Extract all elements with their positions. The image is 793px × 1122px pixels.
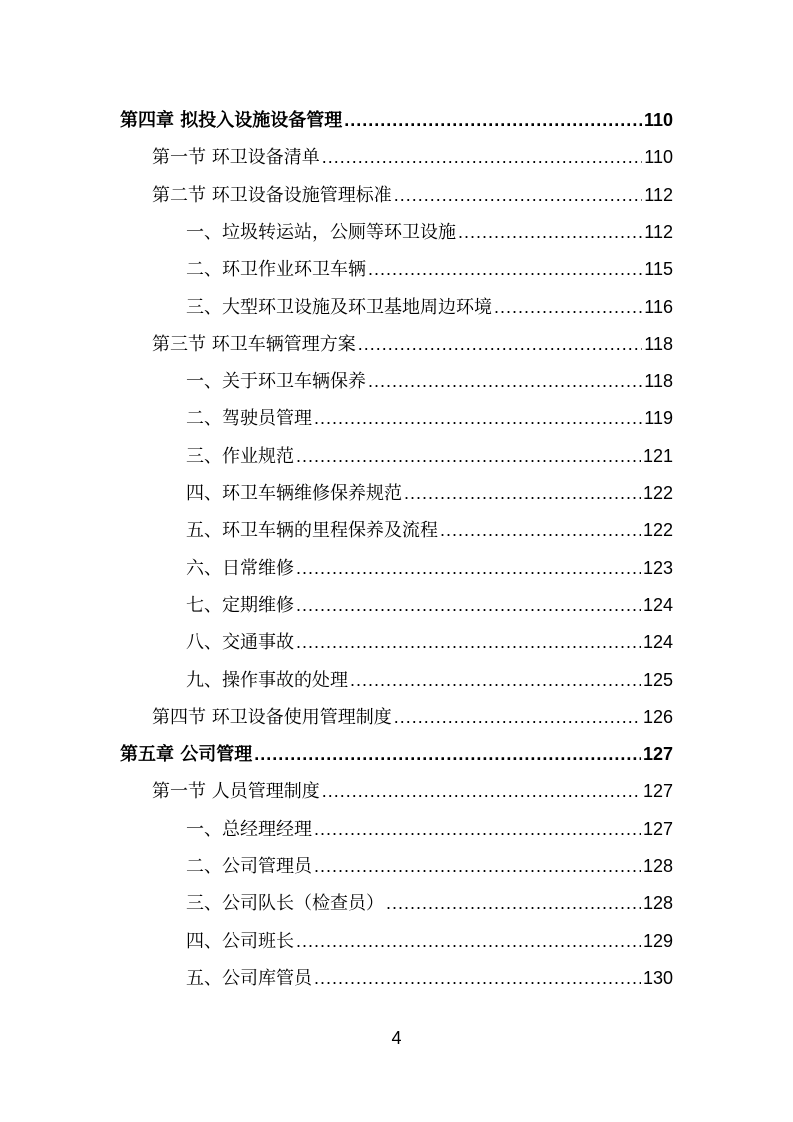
- toc-entry[interactable]: [186, 515, 673, 545]
- toc-dot-leader: [494, 292, 642, 322]
- toc-dot-leader: [350, 665, 641, 695]
- toc-entry[interactable]: [186, 441, 673, 471]
- toc-entry[interactable]: [186, 478, 673, 508]
- toc-entry-page: 122: [642, 483, 673, 503]
- toc-entry-page: 116: [644, 297, 673, 317]
- toc-entry-page: 127: [642, 744, 673, 764]
- toc-entry-title: 二、驾驶员管理: [186, 408, 312, 429]
- toc-entry-page: 124: [642, 595, 673, 615]
- toc-entry-page: 125: [642, 670, 673, 690]
- toc-dot-leader: [394, 702, 641, 732]
- toc-entry-page: 110: [644, 147, 673, 167]
- toc-dot-leader: [314, 814, 641, 844]
- toc-entry-title: 第四章 拟投入设施设备管理: [120, 110, 343, 131]
- toc-dot-leader: [296, 926, 641, 956]
- toc-entry[interactable]: [186, 217, 673, 247]
- toc-entry[interactable]: [186, 926, 673, 956]
- toc-entry[interactable]: [186, 963, 673, 993]
- toc-entry-title: 七、定期维修: [186, 595, 294, 616]
- toc-entry[interactable]: [152, 702, 673, 732]
- toc-dot-leader: [314, 851, 641, 881]
- toc-entry-title: 第三节 环卫车辆管理方案: [152, 334, 356, 355]
- toc-entry-page: 127: [642, 819, 673, 839]
- toc-entry-page: 126: [642, 707, 673, 727]
- toc-entry-title: 第二节 环卫设备设施管理标准: [152, 185, 392, 206]
- toc-dot-leader: [394, 180, 643, 210]
- toc-entry-page: 112: [644, 185, 673, 205]
- toc-entry[interactable]: [152, 180, 673, 210]
- toc-entry[interactable]: [186, 627, 673, 657]
- toc-entry-title: 三、作业规范: [186, 446, 294, 467]
- toc-entry-page: 128: [642, 893, 673, 913]
- toc-entry[interactable]: [186, 590, 673, 620]
- toc-entry-title: 第一节 环卫设备清单: [152, 147, 320, 168]
- toc-entry-title: 八、交通事故: [186, 632, 294, 653]
- toc-entry-title: 六、日常维修: [186, 558, 294, 579]
- toc-entry-page: 122: [642, 520, 673, 540]
- toc-entry-title: 二、环卫作业环卫车辆: [186, 259, 366, 280]
- toc-entry[interactable]: [120, 739, 673, 769]
- toc-dot-leader: [322, 142, 643, 172]
- toc-entry-title: 九、操作事故的处理: [186, 670, 348, 691]
- toc-entry[interactable]: [152, 142, 673, 172]
- toc-entry-page: 124: [642, 632, 673, 652]
- toc-entry-page: 118: [644, 371, 673, 391]
- page-number: 4: [391, 1028, 402, 1048]
- toc-dot-leader: [404, 478, 641, 508]
- toc-entry-title: 三、公司队长（检查员）: [186, 893, 384, 914]
- toc-dot-leader: [254, 739, 641, 769]
- toc-entry-title: 一、关于环卫车辆保养: [186, 371, 366, 392]
- toc-entry[interactable]: [186, 665, 673, 695]
- toc-entry[interactable]: [186, 254, 673, 284]
- toc-entry[interactable]: [152, 329, 673, 359]
- toc-dot-leader: [440, 515, 641, 545]
- toc-dot-leader: [386, 888, 641, 918]
- toc-entry-title: 四、环卫车辆维修保养规范: [186, 483, 402, 504]
- toc-entry-page: 129: [642, 931, 673, 951]
- toc-entry-title: 一、垃圾转运站，公厕等环卫设施: [186, 222, 456, 243]
- toc-entry-title: 第四节 环卫设备使用管理制度: [152, 707, 392, 728]
- toc-dot-leader: [458, 217, 642, 247]
- toc-dot-leader: [344, 105, 642, 135]
- toc-entry[interactable]: [186, 888, 673, 918]
- toc-entry-page: 119: [644, 408, 673, 428]
- toc-dot-leader: [296, 553, 641, 583]
- toc-dot-leader: [296, 627, 641, 657]
- toc-entry-page: 112: [644, 222, 673, 242]
- toc-entry[interactable]: [186, 851, 673, 881]
- toc-entry-title: 一、总经理经理: [186, 819, 312, 840]
- toc-dot-leader: [314, 403, 642, 433]
- toc-entry-title: 五、环卫车辆的里程保养及流程: [186, 520, 438, 541]
- toc-entry[interactable]: [186, 553, 673, 583]
- toc-entry-page: 115: [644, 259, 673, 279]
- toc-entry-page: 121: [642, 446, 673, 466]
- toc-dot-leader: [368, 254, 642, 284]
- toc-entry-page: 118: [644, 334, 673, 354]
- toc-dot-leader: [296, 590, 641, 620]
- toc-entry-page: 110: [643, 110, 673, 130]
- toc-dot-leader: [322, 776, 641, 806]
- toc-entry-page: 128: [642, 856, 673, 876]
- toc-entry-title: 五、公司库管员: [186, 968, 312, 989]
- toc-entry-title: 第一节 人员管理制度: [152, 781, 320, 802]
- toc-entry-title: 四、公司班长: [186, 931, 294, 952]
- toc-entry-title: 二、公司管理员: [186, 856, 312, 877]
- toc-entry-page: 127: [642, 781, 673, 801]
- toc-dot-leader: [314, 963, 641, 993]
- toc-entry-title: 三、大型环卫设施及环卫基地周边环境: [186, 297, 492, 318]
- toc-entry-page: 130: [642, 968, 673, 988]
- toc-dot-leader: [358, 329, 643, 359]
- toc-dot-leader: [368, 366, 642, 396]
- toc-entry-title: 第五章 公司管理: [120, 744, 253, 765]
- toc-dot-leader: [296, 441, 641, 471]
- toc-entry[interactable]: [186, 814, 673, 844]
- toc-entry[interactable]: [152, 776, 673, 806]
- toc-entry[interactable]: [186, 292, 673, 322]
- toc-entry[interactable]: [186, 366, 673, 396]
- toc-entry-page: 123: [642, 558, 673, 578]
- toc-entry[interactable]: [186, 403, 673, 433]
- toc-entry[interactable]: [120, 105, 673, 135]
